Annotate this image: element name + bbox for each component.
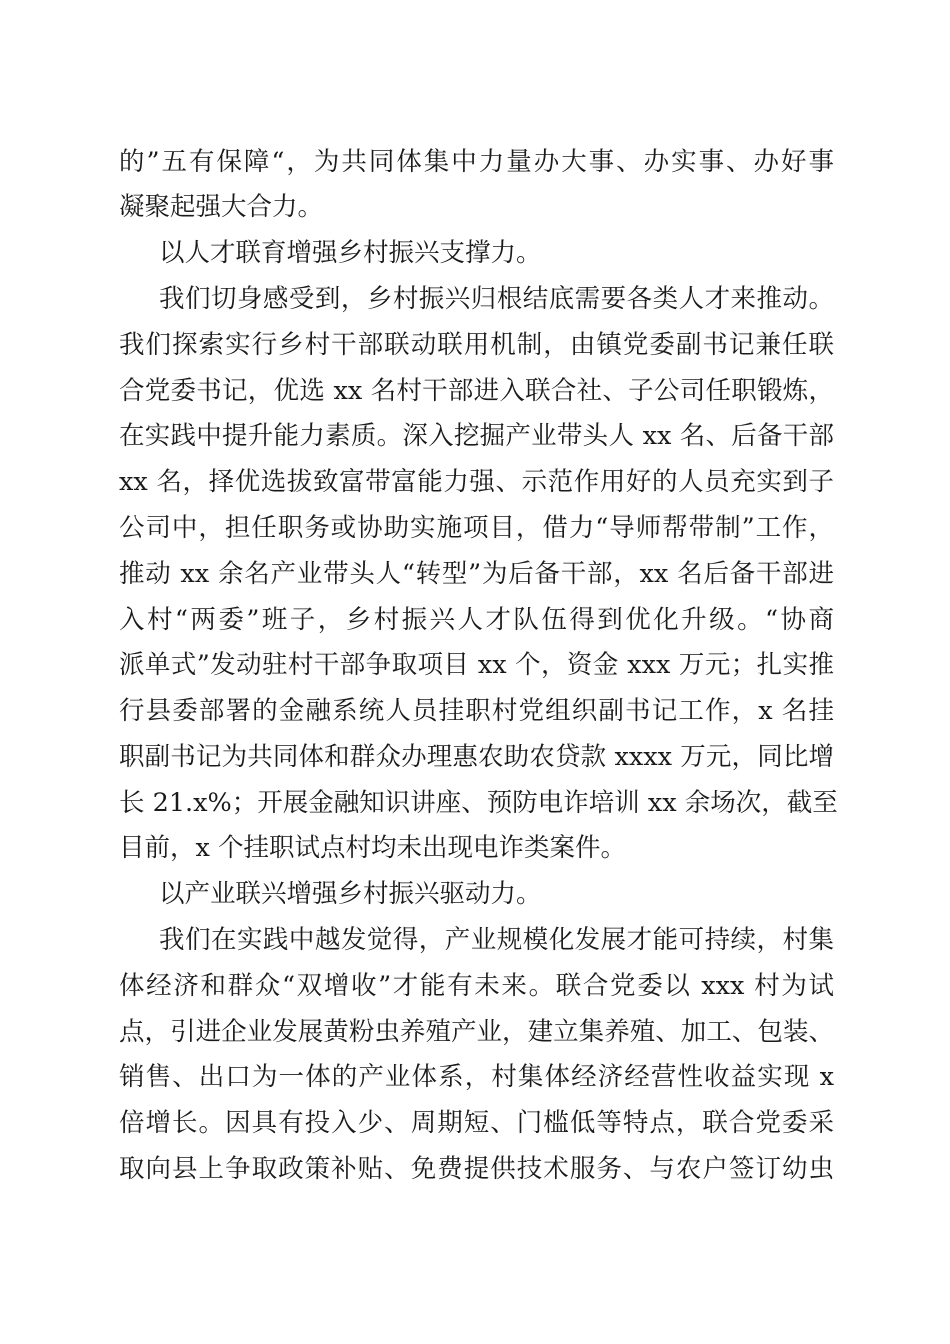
body-text-line: 派单式”发动驻村干部争取项目 xx 个，资金 xxx 万元；扎实推 [119,650,834,680]
paragraph-first-line: 我们在实践中越发觉得，产业规模化发展才能可持续，村集 [159,925,834,955]
body-text-line: 在实践中提升能力素质。深入挖掘产业带头人 xx 名、后备干部 [119,421,834,451]
section-heading: 以产业联兴增强乡村振兴驱动力。 [159,879,542,909]
section-heading: 以人才联育增强乡村振兴支撑力。 [159,238,542,268]
body-text-line: 推动 xx 余名产业带头人“转型”为后备干部，xx 名后备干部进 [119,559,834,589]
body-text-line: 倍增长。因具有投入少、周期短、门槛低等特点，联合党委采 [119,1108,834,1138]
body-text-line: 取向县上争取政策补贴、免费提供技术服务、与农户签订幼虫 [119,1154,834,1184]
body-text-line: 凝聚起强大合力。 [119,192,324,222]
body-text-line: 体经济和群众“双增收”才能有未来。联合党委以 xxx 村为试 [119,971,834,1001]
body-text-line: 目前，x 个挂职试点村均未出现电诈类案件。 [119,833,626,863]
body-text-line: 点，引进企业发展黄粉虫养殖产业，建立集养殖、加工、包装、 [119,1017,834,1047]
body-text-line: xx 名，择优选拔致富带富能力强、示范作用好的人员充实到子 [119,467,834,497]
body-text-line: 我们探索实行乡村干部联动联用机制，由镇党委副书记兼任联 [119,330,834,360]
body-text-line: 的”五有保障“，为共同体集中力量办大事、办实事、办好事 [119,147,834,177]
body-text-line: 公司中，担任职务或协助实施项目，借力“导师帮带制”工作， [119,513,834,543]
paragraph-first-line: 我们切身感受到，乡村振兴归根结底需要各类人才来推动。 [159,284,834,314]
body-text-line: 长 21.x%；开展金融知识讲座、预防电诈培训 xx 余场次，截至 [119,788,838,818]
body-text-line: 销售、出口为一体的产业体系，村集体经济经营性收益实现 x [119,1062,834,1092]
body-text-line: 入村“两委”班子，乡村振兴人才队伍得到优化升级。“协商 [119,605,834,635]
body-text-line: 行县委部署的金融系统人员挂职村党组织副书记工作，x 名挂 [119,696,834,726]
body-text-line: 合党委书记，优选 xx 名村干部进入联合社、子公司任职锻炼， [119,376,834,406]
body-text-line: 职副书记为共同体和群众办理惠农助农贷款 xxxx 万元，同比增 [119,742,834,772]
